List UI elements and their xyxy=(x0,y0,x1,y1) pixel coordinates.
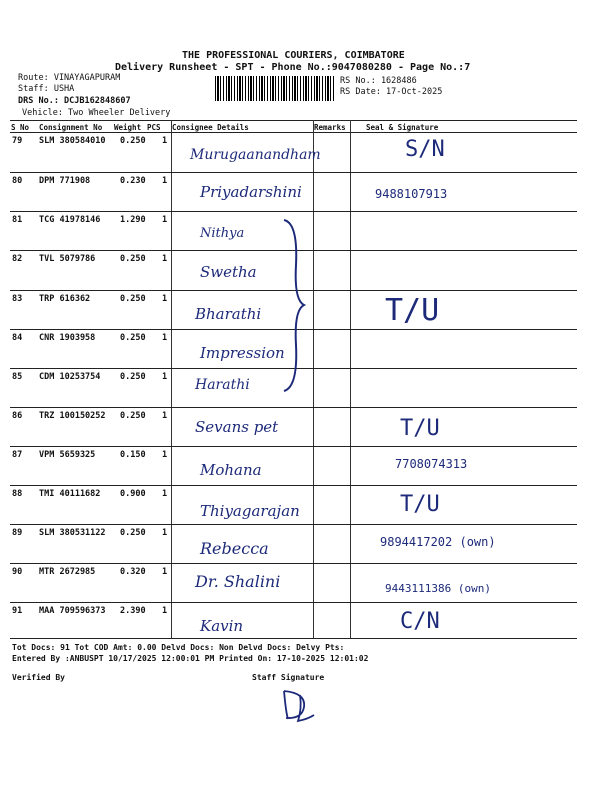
col-consignment: Consignment No xyxy=(39,123,103,132)
col-weight: Weight xyxy=(114,123,142,132)
row-consignment: TRZ 100150252 xyxy=(39,411,106,421)
row-consignment: SLM 380584010 xyxy=(39,136,106,146)
row-pcs: 1 xyxy=(162,489,168,499)
row-weight: 0.250 xyxy=(120,411,146,421)
row-pcs: 1 xyxy=(162,450,168,460)
brace-mark xyxy=(280,215,310,395)
row-seal: C/N xyxy=(400,609,440,634)
col-pcs: PCS xyxy=(147,123,161,132)
table-row xyxy=(10,173,577,212)
route: Route: VINAYAGAPURAM xyxy=(18,73,121,83)
company-title: THE PROFESSIONAL COURIERS, COIMBATORE xyxy=(182,50,405,61)
row-consignment: CDM 10253754 xyxy=(39,372,101,382)
totals-line: Tot Docs: 91 Tot COD Amt: 0.00 Delvd Docs: Non Delvd Docs: Delvy Pts: xyxy=(12,643,345,652)
row-consignee: Priyadarshini xyxy=(200,183,302,201)
row-sno: 80 xyxy=(12,176,23,186)
row-pcs: 1 xyxy=(162,606,168,616)
row-seal: T/U xyxy=(400,492,440,517)
row-consignee: Harathi xyxy=(195,377,250,393)
table-top-rule xyxy=(10,120,577,121)
row-consignee: Dr. Shalini xyxy=(195,572,281,591)
row-sno: 82 xyxy=(12,254,23,264)
row-weight: 1.290 xyxy=(120,215,146,225)
row-seal: 9488107913 xyxy=(375,187,448,201)
table-row xyxy=(10,603,577,642)
row-consignment: SLM 380531122 xyxy=(39,528,106,538)
row-pcs: 1 xyxy=(162,136,168,146)
row-pcs: 1 xyxy=(162,411,168,421)
table-row xyxy=(10,133,577,172)
row-consignee: Kavin xyxy=(200,617,244,635)
staff-signature xyxy=(278,685,318,723)
row-seal: S/N xyxy=(405,137,445,162)
row-weight: 0.900 xyxy=(120,489,146,499)
table-bottom-rule xyxy=(10,638,577,639)
row-consignment: TCG 41978146 xyxy=(39,215,101,225)
row-weight: 0.250 xyxy=(120,333,146,343)
row-consignment: TRP 616362 xyxy=(39,294,91,304)
row-sno: 91 xyxy=(12,606,23,616)
table-row xyxy=(10,525,577,564)
row-seal: T/U xyxy=(385,293,440,328)
row-sno: 89 xyxy=(12,528,23,538)
table-row xyxy=(10,447,577,486)
row-consignee: Nithya xyxy=(200,226,245,241)
row-consignment: TMI 40111682 xyxy=(39,489,101,499)
row-weight: 0.250 xyxy=(120,294,146,304)
row-consignee: Impression xyxy=(200,344,285,362)
row-weight: 0.250 xyxy=(120,372,146,382)
row-seal: 9894417202 (own) xyxy=(380,535,496,549)
table-row xyxy=(10,486,577,525)
row-pcs: 1 xyxy=(162,254,168,264)
row-weight: 0.150 xyxy=(120,450,146,460)
row-pcs: 1 xyxy=(162,528,168,538)
rs-date: RS Date: 17-Oct-2025 xyxy=(340,87,443,97)
entered-by: Entered By :ANBUSPT 10/17/2025 12:00:01 PM Printed On: 17-10-2025 12:01:02 xyxy=(12,654,369,663)
table-row xyxy=(10,564,577,603)
row-sno: 84 xyxy=(12,333,23,343)
row-pcs: 1 xyxy=(162,372,168,382)
row-consignment: TVL 5079786 xyxy=(39,254,96,264)
barcode xyxy=(215,76,335,101)
row-weight: 0.320 xyxy=(120,567,146,577)
row-consignee: Bharathi xyxy=(195,305,262,323)
row-sno: 86 xyxy=(12,411,23,421)
drs-number: DRS No.: DCJB162848607 xyxy=(18,96,131,106)
col-remarks: Remarks xyxy=(314,123,346,132)
staff-signature-label: Staff Signature xyxy=(252,673,325,682)
row-seal: 9443111386 (own) xyxy=(385,582,491,595)
row-consignee: Swetha xyxy=(200,263,257,281)
row-sno: 85 xyxy=(12,372,23,382)
row-weight: 2.390 xyxy=(120,606,146,616)
row-seal: T/U xyxy=(400,416,440,441)
row-consignee: Thiyagarajan xyxy=(200,502,300,520)
row-weight: 0.250 xyxy=(120,528,146,538)
row-consignment: VPM 5659325 xyxy=(39,450,96,460)
row-weight: 0.250 xyxy=(120,254,146,264)
rs-number: RS No.: 1628486 xyxy=(340,76,417,86)
row-sno: 81 xyxy=(12,215,23,225)
row-pcs: 1 xyxy=(162,333,168,343)
col-seal: Seal & Signature xyxy=(366,123,439,132)
row-sno: 90 xyxy=(12,567,23,577)
row-seal: 7708074313 xyxy=(395,457,468,471)
row-sno: 83 xyxy=(12,294,23,304)
row-pcs: 1 xyxy=(162,215,168,225)
row-consignee: Rebecca xyxy=(200,539,269,558)
col-consignee: Consignee Details xyxy=(172,123,249,132)
row-sno: 88 xyxy=(12,489,23,499)
row-consignee: Sevans pet xyxy=(195,418,279,436)
row-consignee: Murugaanandham xyxy=(190,147,321,163)
row-weight: 0.250 xyxy=(120,136,146,146)
row-consignment: DPM 771908 xyxy=(39,176,91,186)
row-pcs: 1 xyxy=(162,176,168,186)
vehicle: Vehicle: Two Wheeler Delivery xyxy=(22,108,171,118)
row-consignment: MTR 2672985 xyxy=(39,567,96,577)
row-sno: 87 xyxy=(12,450,23,460)
row-weight: 0.230 xyxy=(120,176,146,186)
row-consignment: MAA 709596373 xyxy=(39,606,106,616)
table-row xyxy=(10,408,577,447)
verified-by: Verified By xyxy=(12,673,65,682)
runsheet-subtitle: Delivery Runsheet - SPT - Phone No.:9047080280 - Page No.:7 xyxy=(115,62,471,73)
row-sno: 79 xyxy=(12,136,23,146)
staff: Staff: USHA xyxy=(18,84,75,94)
col-sno: S No xyxy=(11,123,30,132)
row-pcs: 1 xyxy=(162,294,168,304)
row-consignment: CNR 1903958 xyxy=(39,333,96,343)
row-pcs: 1 xyxy=(162,567,168,577)
row-consignee: Mohana xyxy=(200,461,262,479)
